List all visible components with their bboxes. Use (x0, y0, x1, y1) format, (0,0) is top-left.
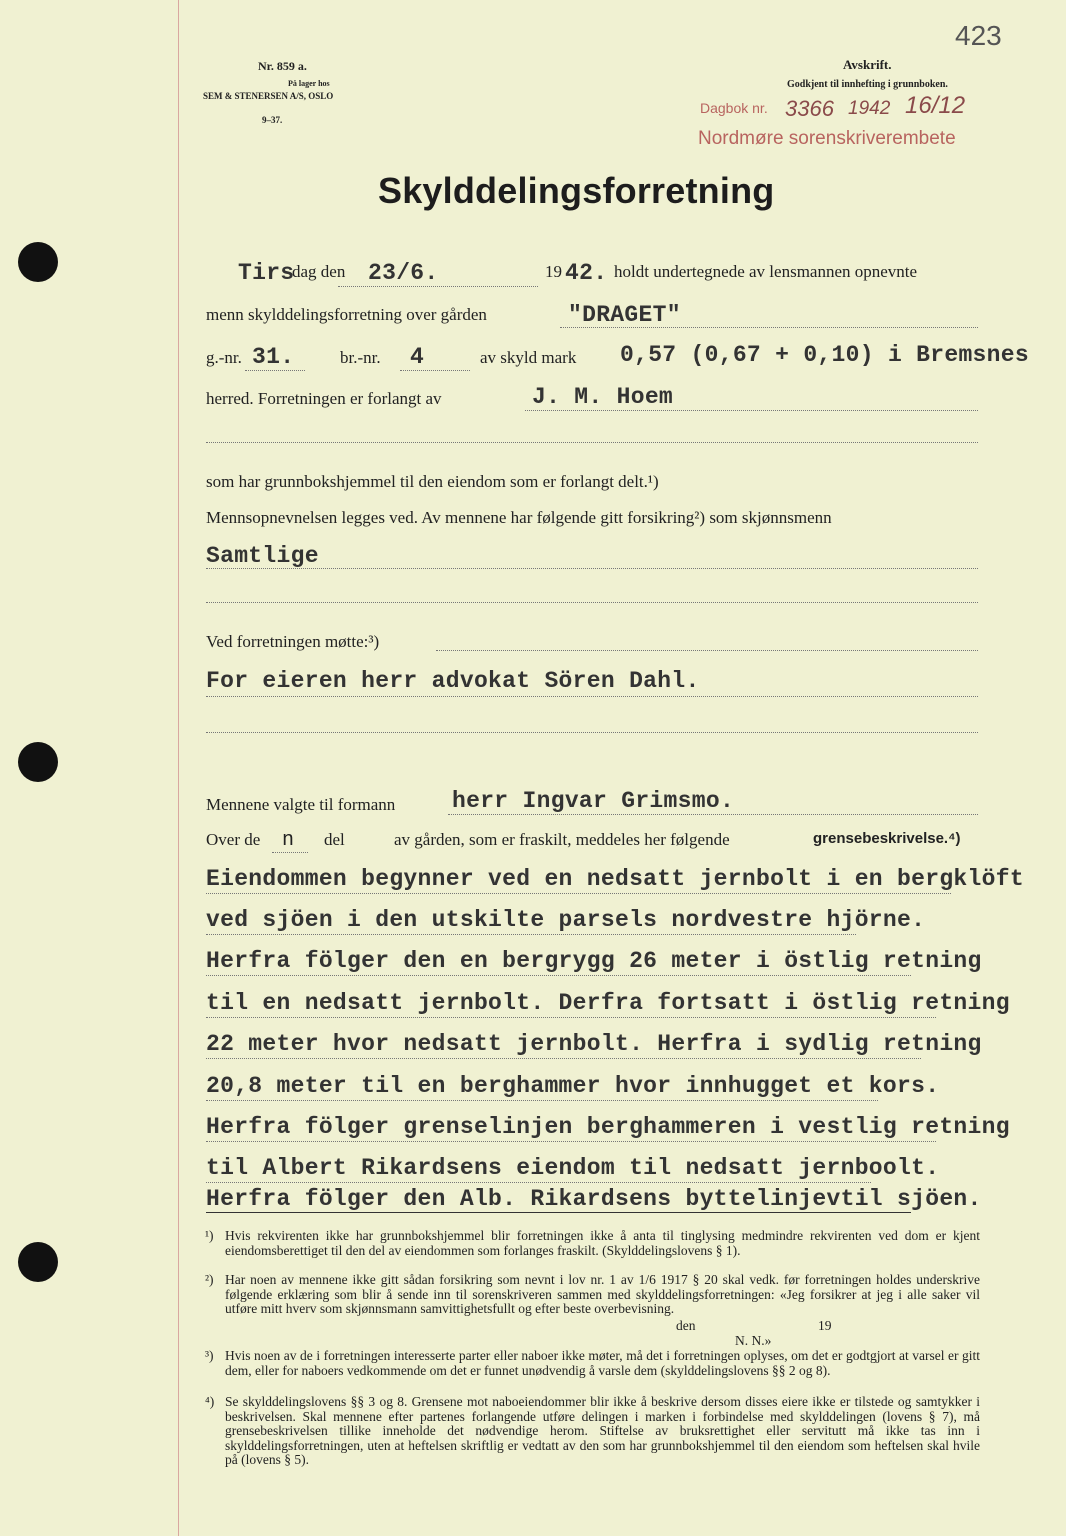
skyld-label: av skyld mark (480, 348, 577, 367)
footnote-mark: ²) (205, 1272, 214, 1287)
mote-label: Ved forretningen møtte:³) (206, 632, 380, 651)
year-value: 42. (565, 260, 608, 286)
underline (206, 1182, 871, 1183)
description-line: ved sjöen i den utskilte parsels nordvestre hjörne. (206, 907, 926, 933)
underline (272, 852, 308, 853)
requester: J. M. Hoem (532, 384, 674, 410)
underline (206, 1141, 936, 1142)
grensebeskrivelse-label: grensebeskrivelse.⁴) (813, 830, 961, 847)
footnote-2-year: 19 (818, 1318, 832, 1333)
edition: 9–37. (262, 115, 283, 125)
line1-rest: holdt undertegnede av lensmannen opnevnte (614, 262, 918, 281)
footnote-text: Har noen av mennene ikke gitt sådan forsikring som nevnt i lov nr. 1 av 1/6 1917 § 20 skal vedk. før forretningen holdes underskrive følgende erklæring som blir å sende inn til sorenskriveren sammen med skylddelingsforretningen: «Jeg forsikrer at jeg i alle saker vil utføre mitt hverv som skjønnsmann samvittighetsfullt og efter beste overbevisning. (225, 1272, 980, 1317)
underline (206, 568, 978, 569)
punch-hole (18, 742, 58, 782)
formann-label: Mennene valgte til formann (206, 795, 396, 814)
gnr-label: g.-nr. (206, 348, 242, 367)
underline (206, 1212, 911, 1213)
underline (206, 732, 978, 733)
description-line: 20,8 meter til en berghammer hvor innhugget et kors. (206, 1073, 940, 1099)
bnr-label: br.-nr. (340, 348, 381, 367)
underline (206, 934, 856, 935)
description-line: Herfra fölger grenselinjen berghammeren i vestlig retning (206, 1114, 1010, 1140)
year-prefix: 19 (545, 262, 562, 281)
footnote-mark: ³) (205, 1348, 214, 1363)
day-label: dag den (292, 262, 346, 281)
footnote-2-signature: N. N.» (735, 1333, 772, 1348)
menn-value: Samtlige (206, 543, 319, 569)
page-title: Skylddelingsforretning (378, 170, 775, 211)
underline (206, 975, 911, 976)
description-line: Herfra fölger den Alb. Rikardsens byttelinjevtil sjöen. (206, 1186, 982, 1212)
formann-value: herr Ingvar Grimsmo. (452, 788, 735, 814)
description-line: Eiendommen begynner ved en nedsatt jernbolt i en bergklöft (206, 866, 1024, 892)
punch-hole (18, 242, 58, 282)
day-value: 23/6. (368, 260, 439, 286)
stamp-office: Nordmøre sorenskriverembete (698, 128, 956, 149)
farm-name: "DRAGET" (568, 302, 681, 328)
underline (400, 370, 470, 371)
form-number: Nr. 859 a. (258, 59, 307, 73)
over-label: Over de (206, 830, 261, 849)
farm-label: menn skylddelingsforretning over gården (206, 305, 487, 324)
mote-value: For eieren herr advokat Sören Dahl. (206, 668, 700, 694)
grunnbok-text: som har grunnbokshjemmel til den eiendom som er forlangt delt.¹) (206, 472, 659, 491)
footnote-mark: ⁴) (205, 1394, 215, 1409)
approved-label: Godkjent til innhefting i grunnboken. (787, 79, 948, 90)
description-line: til Albert Rikardsens eiendom til nedsatt jernboolt. (206, 1155, 940, 1181)
margin-line (178, 0, 179, 1536)
over-value: n (282, 829, 295, 852)
over-rest: av gården, som er fraskilt, meddeles her følgende (394, 830, 730, 849)
underline (448, 814, 978, 815)
herred-label: herred. Forretningen er forlangt av (206, 389, 442, 408)
publisher-line-2: SEM & STENERSEN A/S, OSLO (203, 91, 334, 101)
underline (206, 1017, 936, 1018)
underline (338, 286, 538, 287)
underline (206, 602, 978, 603)
footnote-2-den: den (676, 1318, 696, 1333)
avskrift-label: Avskrift. (843, 57, 892, 72)
footnote-text: Se skylddelingslovens §§ 3 og 8. Grensene mot naboeiendommer blir ikke å beskrive dersom disses eiere ikke er tilstede og samtykker i beskrivelsen. Skal mennene efter partenes forlangende utføre delingen i marken i forbindelse med skylddelingen (lovens § 7), må grensebeskrivelsen tillike inneholde det nødvendige herom. Stiftelse av bruksrettighet eller servitutt må ikke tas inn i skylddelingsforretningen, uten at heftelsen skriftlig er vedtatt av den som har grunnbokshjemmel til den eiendom som heftelsen skal hvile på (lovens § 5). (225, 1394, 980, 1468)
underline (436, 650, 978, 651)
underline (525, 410, 978, 411)
footnote-3 (205, 1349, 980, 1378)
skyld-value: 0,57 (0,67 + 0,10) i Bremsnes (620, 342, 1029, 368)
stamp-year: 1942 (848, 98, 891, 119)
underline (560, 327, 978, 328)
stamp-dagbok-number: 3366 (785, 96, 834, 121)
day-prefix: Tirs (238, 260, 295, 286)
menn-text: Mennsopnevnelsen legges ved. Av mennene har følgende gitt forsikring²) som skjønnsmenn (206, 508, 832, 527)
stamp-date: 16/12 (905, 92, 966, 119)
stamp-dagbok-label: Dagbok nr. (700, 100, 768, 116)
description-line: Herfra fölger den en bergrygg 26 meter i östlig retning (206, 948, 982, 974)
underline (206, 893, 951, 894)
description-line: til en nedsatt jernbolt. Derfra fortsatt i östlig retning (206, 990, 1010, 1016)
footnote-mark: ¹) (205, 1228, 214, 1243)
publisher-line-1: På lager hos (288, 79, 330, 88)
page-number: 423 (955, 20, 1002, 51)
bnr-value: 4 (410, 344, 425, 370)
underline (245, 370, 305, 371)
underline (206, 1100, 878, 1101)
underline (206, 442, 978, 443)
punch-hole (18, 1242, 58, 1282)
footnote-4 (205, 1395, 980, 1468)
underline (206, 1058, 921, 1059)
footnote-1 (205, 1229, 980, 1258)
gnr-value: 31. (252, 344, 295, 370)
underline (206, 696, 978, 697)
footnote-text: Hvis rekvirenten ikke har grunnbokshjemmel blir forretningen ikke å anta til tinglysing medmindre rekvirenten ved dom er kjent eiendomsberettiget til den del av eiendommen som forlanges fraskilt. (Skylddelingslovens § 1). (225, 1228, 980, 1258)
description-line: 22 meter hvor nedsatt jernbolt. Herfra i sydlig retning (206, 1031, 982, 1057)
footnote-text: Hvis noen av de i forretningen interesserte parter eller naboer ikke møter, må det i forretningen oplyses, om det er godtgjort at varsel er gitt dem, eller for naboers vedkommende om det er funnet unødvendig å varsle dem (skylddelingslovens §§ 2 og 8). (225, 1348, 980, 1378)
footnote-2 (205, 1273, 980, 1317)
over-del: del (324, 830, 345, 849)
